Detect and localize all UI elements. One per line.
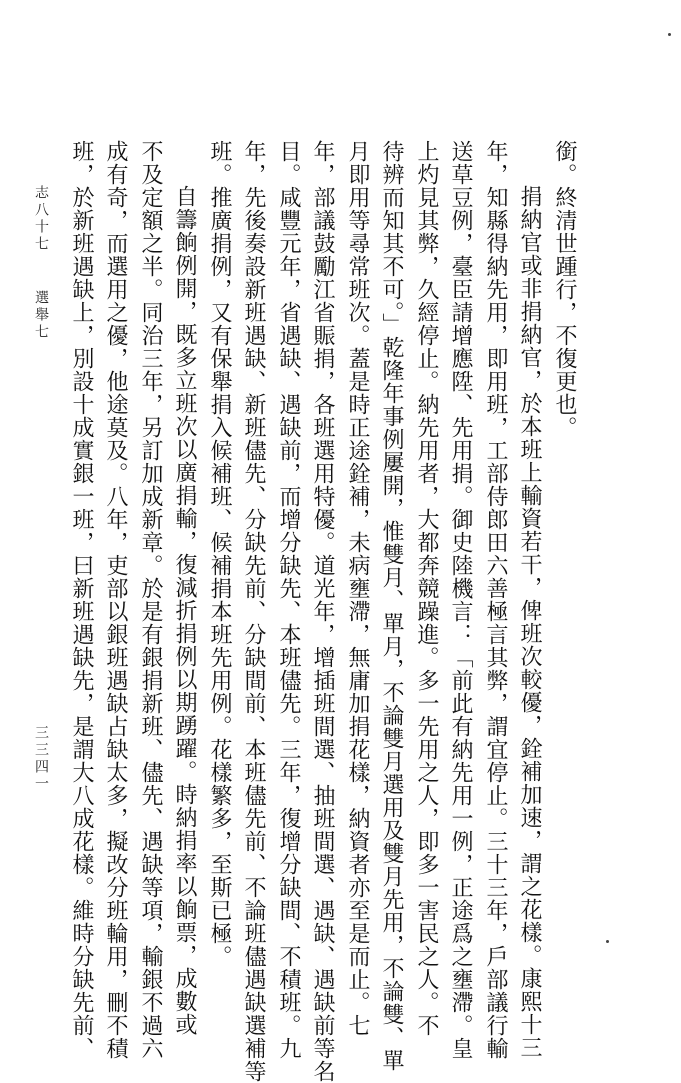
text-column-11: 班。推廣捐例，又有保舉捐入候補班、候補捐本班先用例。花樣繁多，至斯已極。	[207, 140, 232, 968]
text-column-10: 年，先後奏設新班遇缺、新班儘先、分缺先前、分缺間前、本班儘先前、不論班儘遇缺選補等	[241, 140, 266, 1083]
section-label: 選舉七	[33, 290, 49, 341]
text-column-6: 待辨而知其不可。」乾隆年事例屢開，惟雙月、單月，不論雙月選用及雙月先用，不論雙、單	[379, 140, 404, 1072]
text-column-7: 月即用等尋常班次。蓋是時正途銓補，未病壅滯，無庸加捐花樣，納資者亦至是而止。七	[345, 140, 370, 1037]
text-column-2: 捐納官或非捐納官，於本班上輸資若干，俾班次較優，銓補加速，謂之花樣。康熙十三	[517, 185, 542, 1059]
text-column-9: 目。咸豐元年，省遇缺、遇缺前，而增分缺先、本班儘先。三年，復增分缺間、不積班。九	[276, 140, 301, 1060]
text-column-12: 自籌餉例開，既多立班次以廣捐輸，復減折捐例以期踴躍。時納捐率以餉票，成數或	[172, 185, 197, 1036]
text-column-8: 年，部議鼓勵江省賑捐，各班選用特優。道光年，增插班間選、抽班間選、遇缺、遇缺前等名	[310, 140, 335, 1083]
text-column-14: 成有奇，而選用之優，他途莫及。八年，吏部以銀班遇缺占缺太多，擬改分班輪用，刪不積	[103, 140, 128, 1060]
text-column-15: 班，於新班遇缺上，別設十成實銀一班，曰新班遇缺先，是謂大八成花樣。維時分缺先前、	[69, 140, 94, 1060]
page-number: 三三四一	[33, 725, 49, 793]
text-column-13: 不及定額之半。同治三年，另訂加成新章。於是有銀捐新班、儘先、遇缺等項，輸銀不過六	[138, 140, 163, 1060]
text-column-5: 上灼見其弊，久經停止。納先用者，大都奔競躁進。多一先用之人，即多一害民之人。不	[414, 140, 439, 1037]
text-column-1: 銜。終清世踵行，不復更也。	[552, 140, 577, 439]
chapter-label: 志八十七	[33, 185, 49, 253]
text-column-4: 送草豆例，臺臣請增應陞、先用捐。御史陸機言：「前此有納先用一例，正途爲之壅滯。皇	[448, 140, 473, 1060]
text-column-3: 年，知縣得納先用，即用班，工部侍郎田六善極言其弊，謂宜停止。三十三年，戶部議行輸	[483, 140, 508, 1060]
scan-speck	[606, 940, 609, 943]
scan-speck	[668, 33, 671, 36]
